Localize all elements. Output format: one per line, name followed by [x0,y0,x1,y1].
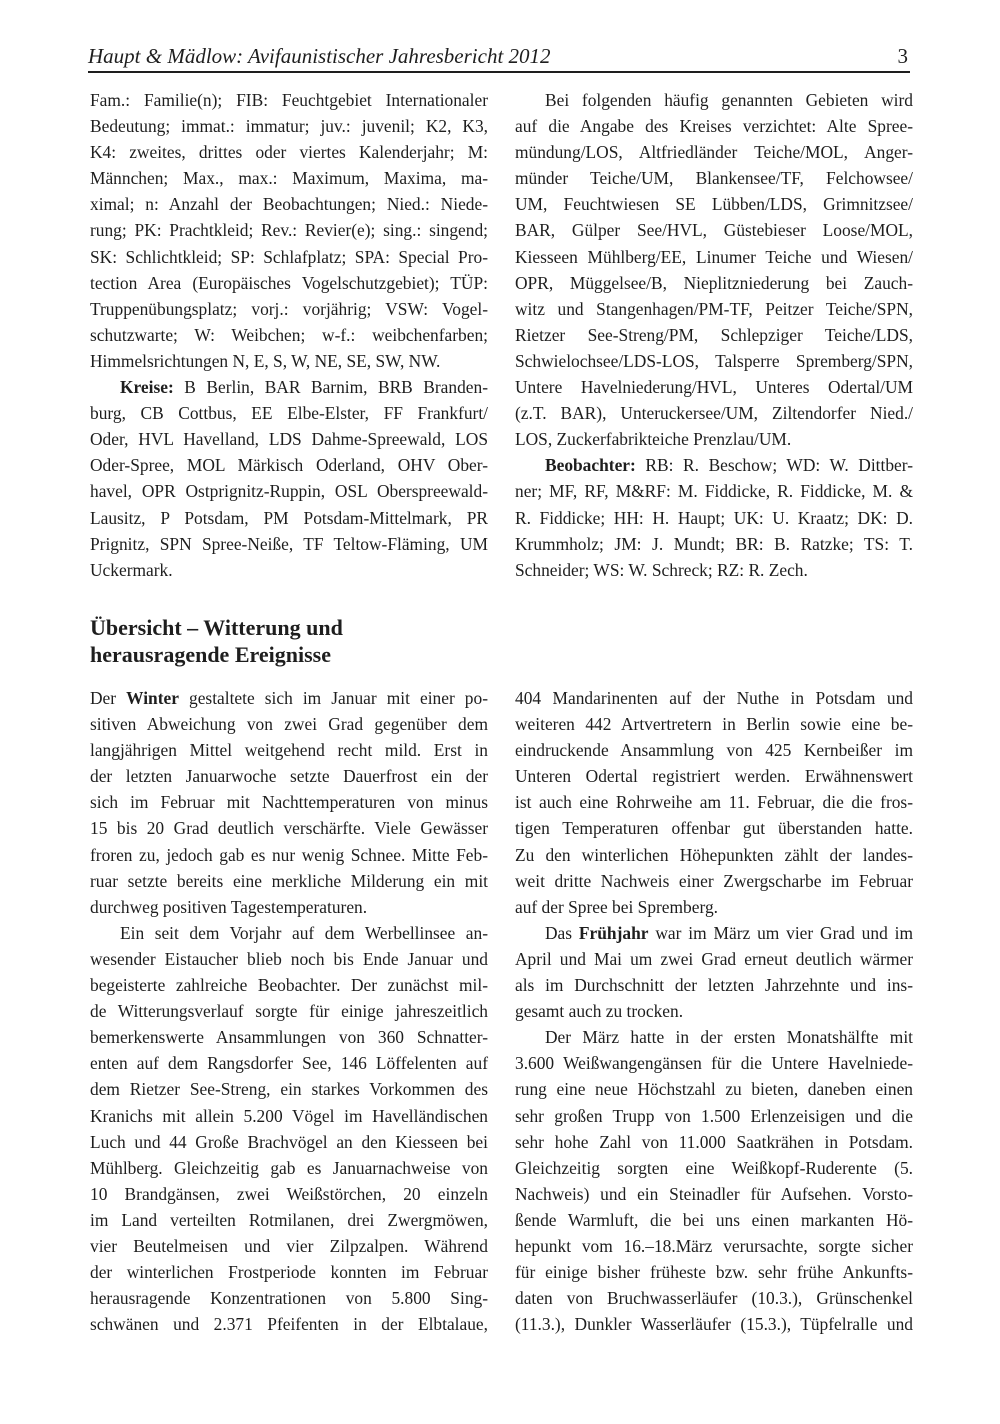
text-line: herausragende Konzentrationen von 5.800 Sing- [90,1288,488,1309]
observers-paragraph [515,452,913,582]
text-line: schutzwarte; W: Weibchen; w-f.: weibchenfarben; [90,324,488,345]
text-line: als im Durchschnitt der letzten Jahrzehnte und ins- [515,975,913,996]
text-line: OPR, Müggelsee/B, Nieplitzniederung bei Zauch- [515,272,913,293]
text-line: der letzten Januarwoche setzte Dauerfrost ein der [90,766,488,787]
text-line: weit dritte Nachweis einer Zwergscharbe im Februar [515,870,913,891]
text-line: de Witterungsverlauf sorgte für einige jahreszeitlich [90,1001,488,1022]
text-line: sehr großen Trupp von 1.500 Erlenzeisigen und die [515,1105,913,1126]
text-line: Himmelsrichtungen N, E, S, W, NE, SE, SW, NW. [90,350,441,371]
text-line: SK: Schlichtkleid; SP: Schlafplatz; SPA: Special Pro- [90,246,488,267]
text-line: 15 bis 20 Grad deutlich verschärfte. Viele Gewässer [90,818,488,839]
section-heading-line: herausragende Ereignisse [90,642,331,667]
kreise-line: Kreise: B Berlin, BAR Barnim, BRB Branden- [120,377,488,398]
observers-line: Beobachter: RB: R. Beschow; WD: W. Dittber- [545,455,913,476]
text-line: tigen Temperaturen offenbar gut überstanden hatte. [515,818,913,839]
text-line: enten auf dem Rangsdorfer See, 146 Löffelenten auf [90,1053,488,1074]
text-line: Zu den winterlichen Höhepunkten zählt der landes- [515,844,913,865]
text-line: Truppenübungsplatz; vorj.: vorjährig; VSW: Vogel- [90,298,488,319]
fruehjahr-line: Das Frühjahr war im März um vier Grad und im [545,922,913,943]
text-line: burg, CB Cottbus, EE Elbe-Elster, FF Frankfurt/ [90,403,488,424]
text-line: rung eine neue Höchstzahl zu bieten, daneben einen [515,1079,913,1100]
text-line: havel, OPR Ostprignitz-Ruppin, OSL Oberspreewald- [90,481,488,502]
text-line: Krummholz; JM: J. Mundt; BR: B. Ratzke; TS: T. [515,533,913,554]
text-line: sich im Februar mit Nachttemperaturen von minus [90,792,488,813]
text-line: weiteren 442 Artvertretern in Berlin sowie eine be- [515,714,913,735]
text-line: Prignitz, SPN Spree-Neiße, TF Teltow-Fläming, UM [90,533,488,554]
text-line: Lausitz, P Potsdam, PM Potsdam-Mittelmark, PR [90,507,488,528]
text-line: bemerkenswerte Ansammlungen von 360 Schnatter- [90,1027,488,1048]
text-line: schwänen und 2.371 Pfeifenten in der Elbtalaue, [90,1314,488,1335]
kreise-label: Kreise: [120,377,174,398]
text-line: Der März hatte in der ersten Monatshälfte mit [545,1027,913,1048]
text-line: Fam.: Familie(n); FIB: Feuchtgebiet Internationaler [90,90,488,110]
text-line: UM, Feuchtwiesen SE Lübben/LDS, Grimnitzsee/ [515,194,913,215]
eistaucher-paragraph [90,920,488,1338]
section-heading [90,614,490,668]
winter-term: Winter [126,688,179,708]
text-line: tection Area (Europäisches Vogelschutzgebiet); TÜP: [90,272,488,293]
kreise-paragraph [90,374,488,583]
winter-line: Der Winter gestaltete sich im Januar mit einer po- [90,688,488,708]
text-line: auf die Angabe des Kreises verzichtet: Alte Spree- [515,116,913,137]
text-line: gesamt auch zu trocken. [515,1001,684,1022]
text-line: BAR, Gülper See/HVL, Güstebieser Loose/MOL, [515,220,913,241]
text-line: langjährigen Mittel weitgehend recht mild. Erst in [90,740,488,761]
areas-column [515,87,913,583]
header-rule [88,71,910,73]
text-line: im Land verteilten Rotmilanen, drei Zwergmöwen, [90,1209,488,1230]
text-line: Bedeutung; immat.: immatur; juv.: juvenil; K2, K3, [90,116,488,137]
maerz-paragraph [515,1024,913,1337]
fruehjahr-paragraph [515,920,913,1024]
fruehjahr-term: Frühjahr [578,922,649,943]
text-line: LOS, Zuckerfabrikteiche Prenzlau/UM. [515,429,792,450]
text-line: Schneider; WS: W. Schreck; RZ: R. Zech. [515,559,808,580]
text-line: Kiesseen Mühlberg/EE, Linumer Teiche und Wiesen/ [515,246,913,267]
text-line: witz und Stangenhagen/PM-TF, Peitzer Teiche/SPN, [515,298,913,319]
text-line: rung; PK: Prachtkleid; Rev.: Revier(e); sing.: singend; [90,220,488,241]
abbreviations-paragraph [90,87,488,374]
text-line: hepunkt vom 16.–18.März verursachte, sorgte sicher [515,1235,913,1256]
text-line: münder Teiche/UM, Blankensee/TF, Felchowsee/ [515,168,913,189]
text-line: ßende Warmluft, die bei uns einen markanten Hö- [515,1209,913,1230]
text-line: K4: zweites, drittes oder viertes Kalenderjahr; M: [90,142,488,163]
text-line: für einige bisher früheste bzw. sehr frühe Ankunfts- [515,1262,913,1283]
text-line: (z.T. BAR), Unteruckersee/UM, Ziltendorfer Nied./ [515,403,913,424]
text-line: R. Fiddicke; HH: H. Haupt; UK: U. Kraatz; DK: D. [515,507,913,528]
text-line: begeisterte zahlreiche Beobachter. Der zunächst mil- [90,975,488,996]
text-line: durchweg positiven Tagestemperaturen. [90,896,368,917]
section-heading-line: Übersicht – Witterung und [90,615,343,640]
text-line: 10 Brandgänsen, zwei Weißstörchen, 20 einzeln [90,1183,488,1204]
areas-paragraph [515,87,913,452]
text-line: ruar setzte bereits eine merkliche Milderung ein mit [90,870,488,891]
page-number: 3 [897,44,908,68]
text-line: ner; MF, RF, M&RF: M. Fiddicke, R. Fiddicke, M. & [515,481,913,502]
text-line: Rietzer See-Streng/PM, Schlepziger Teiche/LDS, [515,324,913,345]
text-line: der winterlichen Frostperiode konnten im Februar [90,1262,488,1283]
winter-paragraph [90,685,488,920]
text-line: daten von Bruchwasserläufer (10.3.), Grünschenkel [515,1288,913,1309]
text-line: Oder, HVL Havelland, LDS Dahme-Spreewald, LOS [90,429,488,450]
text-line: Mühlberg. Gleichzeitig gab es Januarnachweise von [90,1157,488,1178]
text-line: Kranichs mit allein 5.200 Vögel im Havelländischen [90,1105,488,1126]
text-line: Ein seit dem Vorjahr auf dem Werbellinsee an- [120,922,488,943]
text-line: sitiven Abweichung von zwei Grad gegenüber dem [90,714,488,735]
text-line: April und Mai um zwei Grad erneut deutlich wärmer [515,948,913,969]
text-line: eindruckende Ansammlung von 425 Kernbeißer im [515,740,913,761]
text-line: Luch und 44 Große Brachvögel an den Kiesseen bei [90,1131,488,1152]
text-line: Männchen; Max., max.: Maximum, Maxima, ma- [90,168,488,189]
text-line: ist auch eine Rohrweihe am 11. Februar, die die fros- [515,792,913,813]
text-line: Schwielochsee/LDS-LOS, Talsperre Spremberg/SPN, [515,350,913,371]
abbreviations-column [90,87,488,583]
text-line: dem Rietzer See-Streng, ein starkes Vorkommen des [90,1079,488,1100]
text-line: Nachweis) und ein Steinadler für Aufsehen. Vorsto- [515,1183,913,1204]
text-line: auf der Spree bei Spremberg. [515,896,718,917]
text-line: Bei folgenden häufig genannten Gebieten wird [545,90,913,110]
text-line: 404 Mandarinenten auf der Nuthe in Potsdam und [515,688,913,708]
text-line: Untere Havelniederung/HVL, Unteres Odertal/UM [515,377,913,398]
text-line: mündung/LOS, Altfriedländer Teiche/MOL, Anger- [515,142,913,163]
text-line: wesender Eistaucher blieb noch bis Ende Januar und [90,948,488,969]
text-line: ximal; n: Anzahl der Beobachtungen; Nied.: Niede- [90,194,488,215]
weather-column-right [515,685,913,1337]
observers-label: Beobachter: [545,455,636,476]
text-line: 3.600 Weißwangengänsen für die Untere Havelniede- [515,1053,913,1074]
text-line: Unteren Odertal registriert werden. Erwähnenswert [515,766,913,787]
running-title: Haupt & Mädlow: Avifaunistischer Jahresbericht 2012 [88,44,551,68]
text-line: Uckermark. [90,559,173,580]
running-header [88,42,910,70]
text-line: froren zu, jedoch gab es nur wenig Schnee. Mitte Feb- [90,844,488,865]
continuation-paragraph [515,685,913,920]
weather-column-left [90,685,488,1337]
text-line: Gleichzeitig sorgten eine Weißkopf-Ruderente (5. [515,1157,913,1178]
text-line: (11.3.), Dunkler Wasserläufer (15.3.), Tüpfelralle und [515,1314,913,1335]
text-line: sehr hohe Zahl von 11.000 Saatkrähen in Potsdam. [515,1131,913,1152]
text-line: Oder-Spree, MOL Märkisch Oderland, OHV Ober- [90,455,488,476]
text-line: vier Beutelmeisen und vier Zilpzalpen. Während [90,1235,488,1256]
